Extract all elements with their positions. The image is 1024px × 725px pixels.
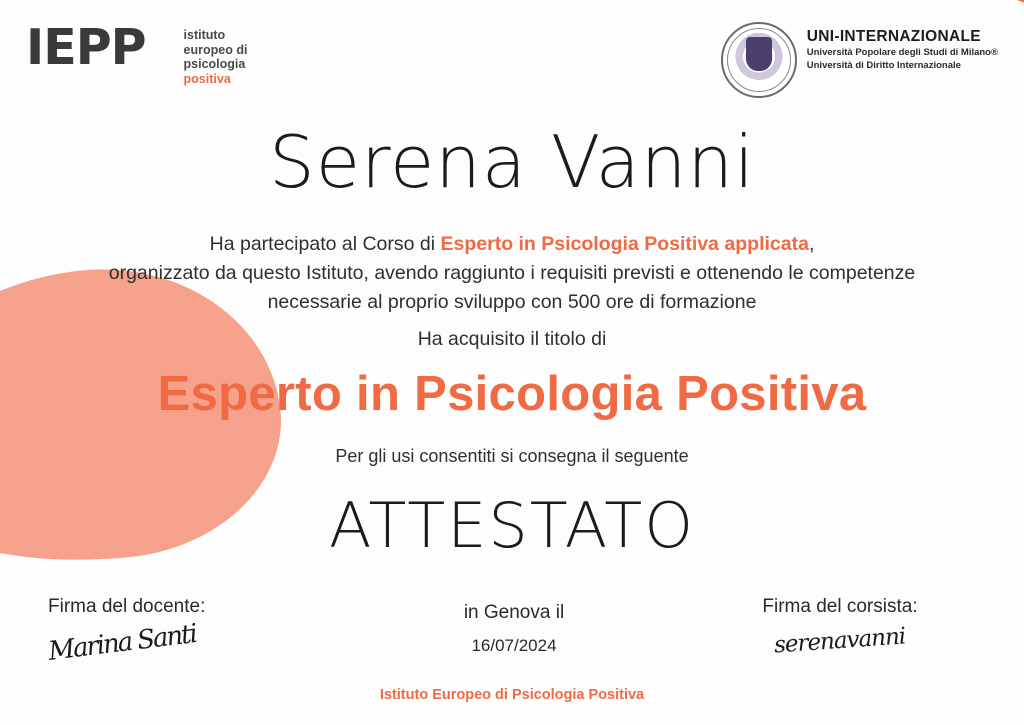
iepp-tagline-line3: psicologia [183, 57, 246, 71]
participation-line-4: Ha acquisito il titolo di [417, 328, 607, 350]
university-subtitle-2: Università di Diritto Internazionale [806, 60, 961, 71]
teacher-signature-label: Firma del docente: [48, 596, 206, 617]
university-seal-icon [721, 22, 797, 98]
iepp-wordmark: IEPP [26, 19, 146, 76]
institute-footer: Istituto Europeo di Psicologia Positiva [379, 687, 645, 703]
attestato-word: ATTESTATO [328, 489, 696, 562]
certificate-footer [0, 596, 1024, 667]
participation-line-3: necessarie al proprio sviluppo con 500 ore di formazione [267, 291, 757, 313]
university-text-block [807, 22, 998, 72]
university-subtitle-1: Università Popolare degli Studi di Milano® [806, 47, 998, 58]
student-signature: serenavanni [773, 623, 907, 659]
university-title: UNI-INTERNAZIONALE [806, 28, 981, 45]
participation-line-1 [0, 230, 1024, 259]
student-signature-block [700, 596, 980, 659]
teacher-signature-block [44, 596, 328, 667]
participation-line-2: organizzato da questo Istituto, avendo raggiunto i requisiti previsti e ottenendo le competenze [108, 262, 916, 284]
participation-line-1-suffix: , [808, 233, 815, 255]
qualification-title: Esperto in Psicologia Positiva [157, 367, 867, 421]
certificate-header [0, 0, 1024, 98]
iepp-logo [26, 19, 248, 86]
place-date-block [364, 596, 664, 656]
iepp-tagline-line4: positiva [183, 71, 231, 86]
university-logo [721, 22, 998, 98]
swoosh-icon [995, 0, 1024, 36]
iepp-tagline-line1: istituto [183, 28, 226, 42]
iepp-tagline-line2: europeo di [183, 42, 248, 57]
student-signature-label: Firma del corsista: [762, 596, 918, 617]
place-line: in Genova il [463, 602, 565, 623]
teacher-signature: Marina Santi [46, 619, 198, 667]
iepp-tagline [184, 28, 248, 86]
student-name: Serena Vanni [268, 120, 755, 204]
participation-line-1-prefix: Ha partecipato al Corso di [209, 233, 441, 255]
participation-paragraph [0, 230, 1024, 354]
course-name-accent: Esperto in Psicologia Positiva applicata [440, 233, 809, 255]
consign-line: Per gli usi consentiti si consegna il seguente [335, 446, 689, 466]
date-line: 16/07/2024 [471, 636, 557, 655]
certificate-body [0, 122, 1024, 562]
